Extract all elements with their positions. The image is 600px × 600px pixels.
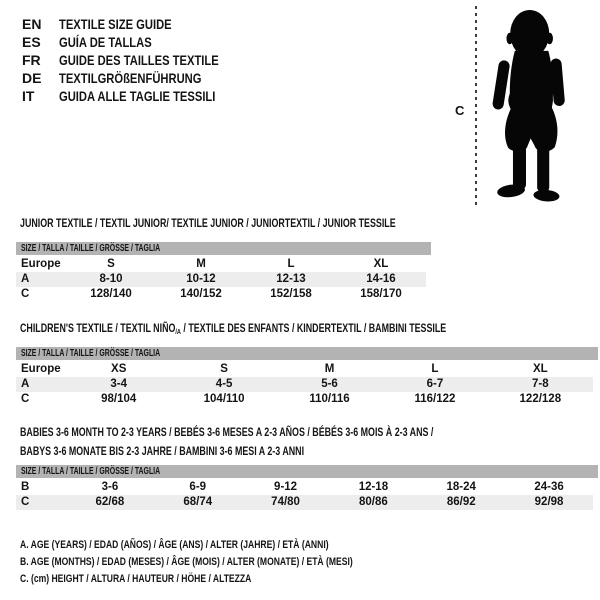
height-measure-dashed-line	[475, 6, 477, 209]
toddler-silhouette-shape	[492, 10, 565, 202]
size-cell: XL	[532, 363, 548, 375]
size-cell: S	[107, 258, 115, 270]
table-row-age-months	[16, 480, 593, 495]
table-row-height	[16, 392, 593, 407]
language-title: TEXTILGRÖßENFÜHRUNG	[59, 70, 202, 86]
junior-size-table	[16, 242, 426, 302]
toddler-silhouette-image	[486, 9, 579, 209]
age-cell: 5-6	[321, 378, 338, 390]
table-row-height	[16, 495, 593, 510]
row-label: Europe	[21, 363, 61, 375]
size-cell: M	[324, 363, 335, 375]
row-label: A	[21, 273, 30, 285]
height-cell: 74/80	[271, 496, 300, 508]
height-cell: 68/74	[183, 496, 213, 508]
footnote-c: C. (cm) HEIGHT / ALTURA / HAUTEUR / HÖHE / ALTEZZA	[20, 573, 252, 585]
language-code: FR	[22, 52, 41, 68]
language-row-de	[22, 69, 259, 87]
age-cell: 3-6	[101, 481, 119, 493]
height-cell: 116/122	[414, 393, 456, 405]
size-cell: L	[431, 363, 439, 375]
language-code: DE	[22, 70, 42, 86]
age-cell: 18-24	[446, 481, 476, 493]
table-row-age	[16, 377, 593, 392]
footnote-b: B. AGE (MONTHS) / EDAD (MESES) / ÂGE (MOIS) / ALTER (MONATE) / ETÀ (MESI)	[20, 556, 353, 568]
table-row-age	[16, 272, 426, 287]
age-cell: 4-5	[215, 378, 233, 390]
age-cell: 10-12	[186, 273, 216, 285]
age-cell: 9-12	[274, 481, 298, 493]
size-cell: M	[196, 258, 206, 270]
height-cell: 80/86	[359, 496, 388, 508]
row-label: A	[21, 378, 30, 390]
age-cell: 12-18	[358, 481, 389, 493]
subscript-a: /A	[175, 327, 181, 336]
height-cell: 122/128	[519, 393, 562, 405]
age-cell: 24-36	[534, 481, 564, 493]
language-code: IT	[22, 88, 35, 104]
height-cell: 158/170	[360, 288, 402, 300]
age-cell: 8-10	[99, 273, 123, 285]
age-cell: 3-4	[110, 378, 128, 390]
language-title-list	[22, 15, 259, 105]
age-cell: 14-16	[366, 273, 396, 285]
height-measure-label: C	[455, 103, 465, 118]
section-title-babies-line1: BABIES 3-6 MONTH TO 2-3 YEARS / BEBÉS 3-6 MESES A 2-3 AÑOS / BÉBÉS 3-6 MOIS À 2-3 ANS /	[20, 425, 434, 439]
language-title: GUIDE DES TAILLES TEXTILE	[59, 52, 219, 68]
row-label: C	[21, 288, 30, 300]
table-row-europe	[16, 257, 426, 272]
height-cell: 86/92	[446, 496, 476, 508]
language-code: EN	[22, 16, 42, 32]
size-cell: XS	[111, 363, 127, 375]
height-cell: 62/68	[95, 496, 125, 508]
height-cell: 110/116	[309, 393, 350, 405]
language-title: GUÍA DE TALLAS	[59, 34, 152, 50]
height-cell: 104/110	[203, 393, 245, 405]
language-row-es	[22, 33, 259, 51]
height-cell: 128/140	[90, 288, 132, 300]
row-label: C	[21, 496, 30, 508]
section-title-junior: JUNIOR TEXTILE / TEXTIL JUNIOR/ TEXTILE JUNIOR / JUNIORTEXTIL / JUNIOR TESSILE	[20, 216, 396, 230]
language-code: ES	[22, 34, 41, 50]
row-label: C	[21, 393, 30, 405]
row-label: Europe	[21, 258, 61, 270]
footnote-legend	[20, 537, 447, 588]
section-title-children: CHILDREN'S TEXTILE / TEXTIL NIÑO/A / TEXTILE DES ENFANTS / KINDERTEXTIL / BAMBINI TESSILE	[20, 321, 447, 336]
section-title-babies-line2: BABYS 3-6 MONATE BIS 2-3 JAHRE / BAMBINI 3-6 MESI A 2-3 ANNI	[20, 444, 305, 458]
row-label: B	[21, 481, 30, 493]
language-title: GUIDA ALLE TAGLIE TESSILI	[59, 88, 216, 104]
age-cell: 12-13	[276, 273, 306, 285]
table-row-height	[16, 287, 426, 302]
age-cell: 6-9	[189, 481, 207, 493]
age-cell: 7-8	[532, 378, 549, 390]
table-header-bar: SIZE / TALLA / TAILLE / GRÖSSE / TAGLIA	[16, 465, 598, 478]
language-row-en	[22, 15, 259, 33]
language-row-fr	[22, 51, 259, 69]
table-row-europe	[16, 362, 593, 377]
table-header-bar: SIZE / TALLA / TAILLE / GRÖSSE / TAGLIA	[16, 347, 598, 360]
babies-size-table	[16, 465, 593, 510]
height-cell: 140/152	[180, 288, 222, 300]
size-cell: XL	[373, 258, 389, 270]
table-header-bar: SIZE / TALLA / TAILLE / GRÖSSE / TAGLIA	[16, 242, 431, 255]
language-title: TEXTILE SIZE GUIDE	[59, 16, 172, 32]
height-cell: 98/104	[101, 393, 137, 405]
size-cell: L	[287, 258, 295, 270]
size-cell: S	[220, 363, 228, 375]
height-cell: 92/98	[534, 496, 564, 508]
height-cell: 152/158	[270, 288, 312, 300]
age-cell: 6-7	[426, 378, 444, 390]
children-size-table	[16, 347, 593, 407]
language-row-it	[22, 87, 259, 105]
footnote-a: A. AGE (YEARS) / EDAD (AÑOS) / ÂGE (ANS) / ALTER (JAHRE) / ETÀ (ANNI)	[20, 539, 329, 551]
